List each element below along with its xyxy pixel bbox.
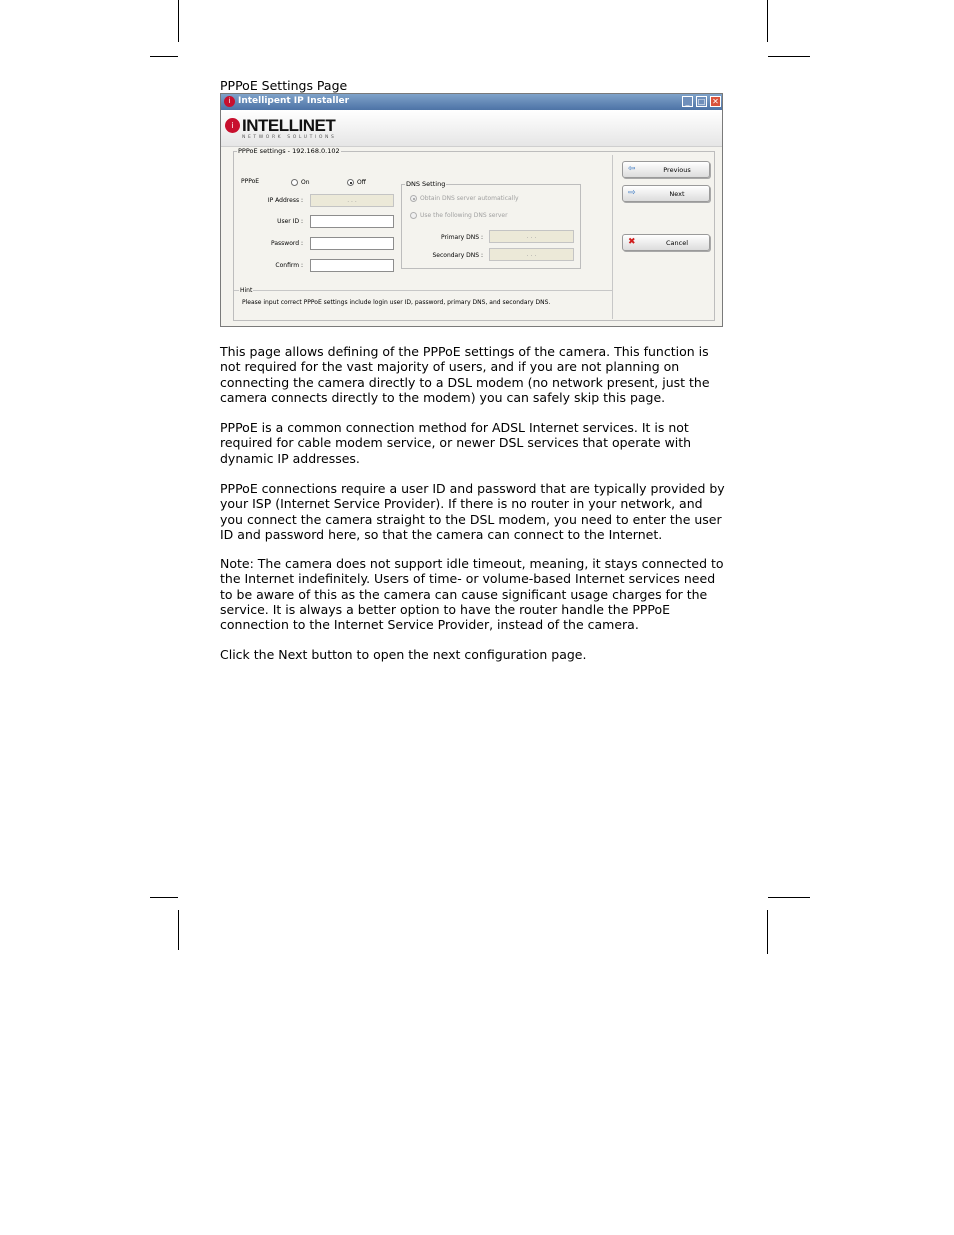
- previous-button[interactable]: [622, 161, 710, 178]
- pppoe-settings-legend: PPPoE settings - 192.168.0.102: [238, 147, 340, 155]
- hint-divider: [234, 290, 612, 291]
- title-bar: [221, 94, 722, 110]
- window-title: Intellipent IP Installer: [238, 96, 350, 106]
- column-divider: [612, 155, 613, 319]
- next-button-label: Next: [669, 190, 685, 198]
- secondary-dns-field[interactable]: . . .: [489, 248, 574, 261]
- previous-button-label: Previous: [663, 166, 691, 174]
- password-label: Password :: [271, 240, 303, 247]
- arrow-right-icon: ⇨: [628, 188, 636, 198]
- pppoe-label: PPPoE: [241, 178, 260, 185]
- installer-window: [220, 93, 723, 327]
- ip-address-field[interactable]: . . .: [310, 194, 394, 207]
- ip-address-label: IP Address :: [267, 197, 303, 204]
- logo-tagline: NETWORK SOLUTIONS: [242, 135, 337, 140]
- brand-banner: [221, 110, 722, 147]
- primary-dns-field[interactable]: . . .: [489, 230, 574, 243]
- secondary-dns-label: Secondary DNS :: [432, 252, 483, 259]
- pppoe-off-label: Off: [357, 179, 366, 186]
- user-id-label: User ID :: [277, 218, 303, 225]
- next-button[interactable]: [622, 185, 710, 202]
- crop-mark: [150, 897, 178, 898]
- arrow-left-icon: ⇦: [628, 164, 636, 174]
- confirm-label: Confirm :: [275, 262, 303, 269]
- figure-caption: PPPoE Settings Page: [220, 78, 348, 93]
- crop-mark: [150, 56, 178, 57]
- paragraph: Click the Next button to open the next configuration page.: [220, 647, 587, 662]
- close-button[interactable]: ✕: [710, 96, 721, 107]
- crop-mark: [767, 910, 768, 954]
- crop-mark: [178, 0, 179, 42]
- dns-manual-radio[interactable]: [410, 212, 417, 219]
- maximize-button[interactable]: □: [697, 97, 706, 106]
- cancel-button-label: Cancel: [665, 239, 689, 247]
- hint-text: Please input correct PPPoE settings include login user ID, password, primary DNS, and secondary DNS.: [242, 299, 551, 306]
- page-content: [221, 147, 722, 326]
- hint-legend: Hint: [240, 287, 253, 294]
- primary-dns-label: Primary DNS :: [441, 234, 483, 241]
- minimize-button[interactable]: _: [682, 96, 693, 107]
- red-x-icon: ✖: [628, 237, 636, 247]
- paragraph: PPPoE is a common connection method for ADSL Internet services. It is not required for cable modem service, or newer DSL services that operate with dynamic IP addresses.: [220, 420, 692, 466]
- crop-mark: [768, 56, 810, 57]
- crop-mark: [178, 910, 179, 950]
- paragraph: Note: The camera does not support idle timeout, meaning, it stays connected to the Internet indefinitely. Users of time- or volume-based Internet services need to be aware of this as the camera can cause significant usage charges for the service. It is always a better option to have the router handle the PPPoE connection to the Internet Service Provider, instead of the camera.: [220, 556, 724, 633]
- crop-mark: [768, 897, 810, 898]
- dns-auto-label: Obtain DNS server automatically: [420, 195, 519, 202]
- dns-auto-radio[interactable]: [410, 195, 417, 202]
- password-field[interactable]: [310, 237, 394, 250]
- logo-wordmark: INTELLINET: [242, 116, 336, 135]
- paragraph: This page allows defining of the PPPoE settings of the camera. This function is not required for the vast majority of users, and if you are not planning on connecting the camera directly to a DSL modem (no network present, just the camera connects directly to the modem) you can safely skip this page.: [220, 344, 710, 405]
- pppoe-on-label: On: [301, 179, 310, 186]
- dns-setting-legend: DNS Setting: [406, 180, 446, 188]
- pppoe-on-radio[interactable]: [291, 179, 298, 186]
- user-id-field[interactable]: [310, 215, 394, 228]
- paragraph: PPPoE connections require a user ID and password that are typically provided by your ISP (Internet Service Provider). If there is no router in your network, and you connect the camera straight to the DSL modem, you need to enter the user ID and password here, so that the camera can connect to the Internet.: [220, 481, 725, 542]
- cancel-button[interactable]: [622, 234, 710, 251]
- app-icon: i: [224, 96, 235, 107]
- logo-mark-icon: i: [225, 118, 240, 133]
- crop-mark: [767, 0, 768, 42]
- confirm-password-field[interactable]: [310, 259, 394, 272]
- pppoe-off-radio[interactable]: [347, 179, 354, 186]
- dns-manual-label: Use the following DNS server: [420, 212, 508, 219]
